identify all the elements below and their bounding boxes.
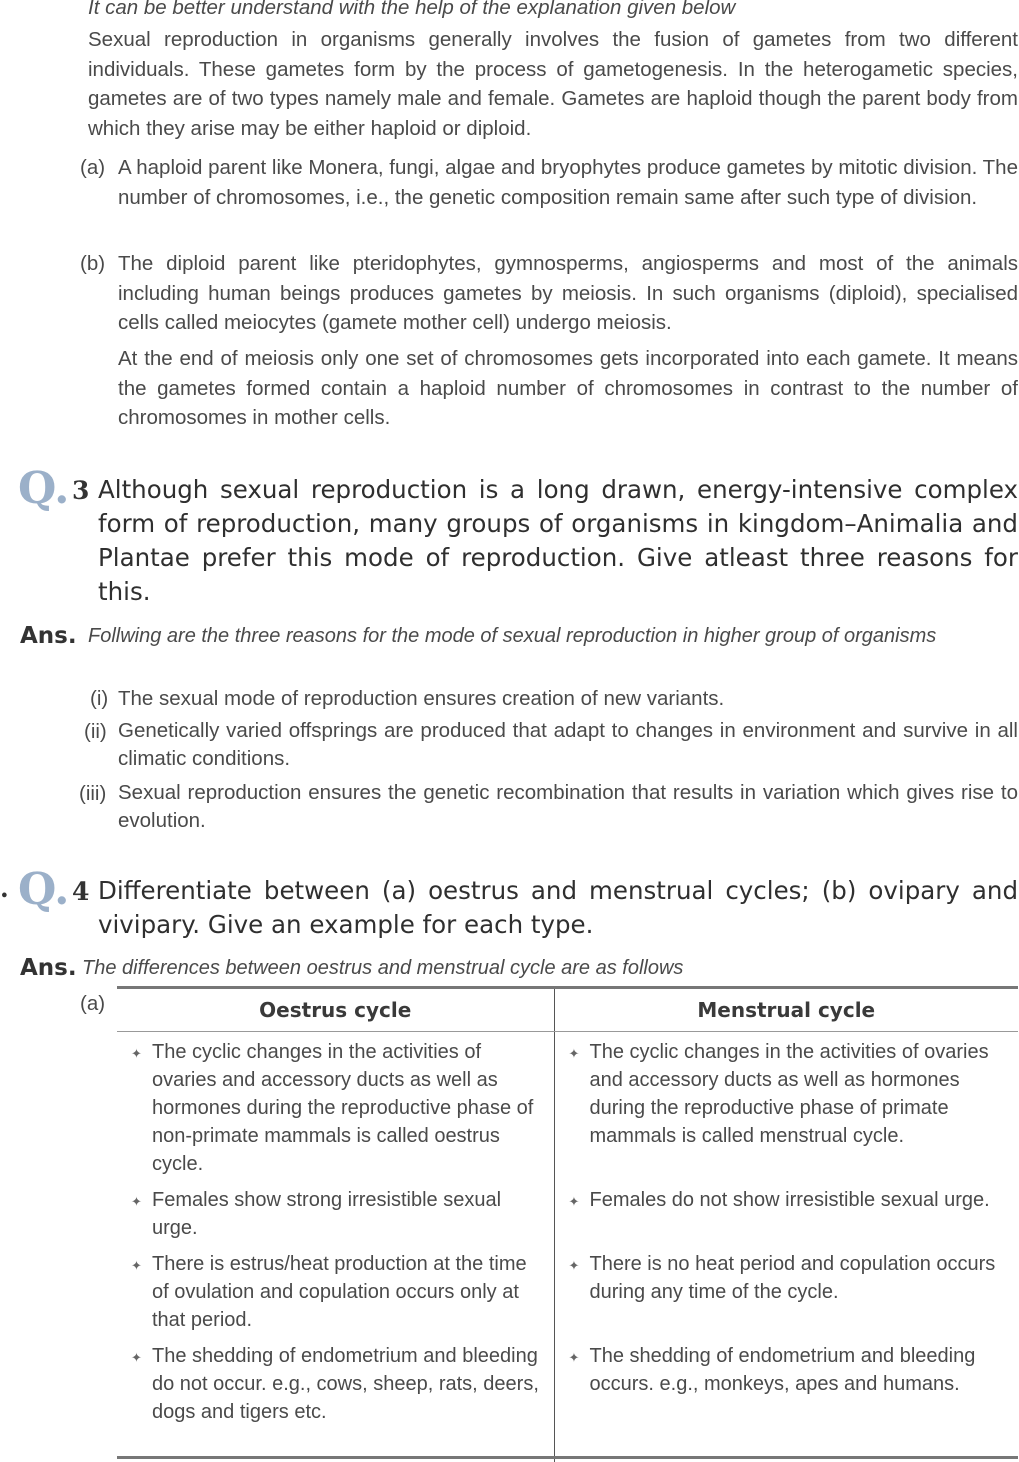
q4-ans-label: Ans. <box>20 955 77 981</box>
point-b-text: The diploid parent like pteridophytes, gymnosperms, angiosperms and most of the animals including human beings produces gametes by meiosis. In such organisms (diploid), specialised cells called meiocytes (gamete mother cell) undergo meiosis. <box>118 252 1018 334</box>
bullet-icon: ✦ <box>131 1350 142 1365</box>
q3-ans-label: Ans. <box>20 623 77 649</box>
bullet-icon: ✦ <box>131 1194 142 1209</box>
point-b-marker: (b) <box>80 252 106 275</box>
point-a-text: A haploid parent like Monera, fungi, algae and bryophytes produce gametes by mitotic division. The number of chromosomes, i.e., the genetic composition remain same after such type of division. <box>118 156 1018 209</box>
cell-text: There is estrus/heat production at the time of ovulation and copulation occurs only at that period. <box>152 1253 527 1331</box>
reason-1-text: The sexual mode of reproduction ensures creation of new variants. <box>118 687 725 710</box>
table-cell <box>554 1186 1018 1250</box>
cell-text: Females show strong irresistible sexual urge. <box>152 1189 502 1239</box>
header-menstrual: Menstrual cycle <box>554 988 1018 1032</box>
comparison-table <box>117 986 1018 1462</box>
reason-2-marker: (ii) <box>84 720 107 743</box>
table-cell <box>117 1186 554 1250</box>
cell-text: The cyclic changes in the activities of ovaries and accessory ducts as well as hormones during the reproductive phase of primate mammals is called menstrual cycle. <box>589 1041 989 1147</box>
cell-text: There is no heat period and copulation occurs during any time of the cycle. <box>589 1253 996 1303</box>
table-cell <box>554 1342 1018 1462</box>
bullet-icon: ✦ <box>568 1194 580 1209</box>
q4-number: 4 <box>72 877 90 906</box>
cell-text: Females do not show irresistible sexual urge. <box>589 1189 990 1211</box>
q3-letter: Q. <box>18 463 70 514</box>
q4-part-a-marker: (a) <box>80 992 106 1015</box>
reason-2-text: Genetically varied offsprings are produced that adapt to changes in environment and survive in all climatic conditions. <box>118 719 1018 770</box>
bullet-icon: ✦ <box>568 1046 580 1061</box>
q4-lead-dot: . <box>0 874 9 903</box>
intro-paragraph: Sexual reproduction in organisms generally involves the fusion of gametes from two different individuals. These gametes form by the process of gametogenesis. In the heterogametic species, gametes are of two types namely male and female. Gametes are haploid though the parent body from which they arise may be either haploid or diploid. <box>88 28 1018 140</box>
table-cell <box>117 1032 554 1187</box>
reason-3-text: Sexual reproduction ensures the genetic recombination that results in variation which gives rise to evolution. <box>118 781 1018 832</box>
table-cell <box>117 1342 554 1462</box>
table-row <box>117 1032 1018 1187</box>
cell-text: The shedding of endometrium and bleeding occurs. e.g., monkeys, apes and humans. <box>589 1345 976 1395</box>
table-cell <box>554 1032 1018 1187</box>
point-a-marker: (a) <box>80 156 106 179</box>
bullet-icon: ✦ <box>568 1258 580 1273</box>
table-cell <box>554 1250 1018 1342</box>
header-oestrus: Oestrus cycle <box>117 988 554 1032</box>
table-header-row <box>117 988 1018 1032</box>
bullet-icon: ✦ <box>131 1258 142 1273</box>
cell-text: The cyclic changes in the activities of ovaries and accessory ducts as well as hormones during the reproductive phase of non-primate mammals is called oestrus cycle. <box>152 1041 534 1175</box>
table-row <box>117 1186 1018 1250</box>
q3-number: 3 <box>72 476 90 505</box>
bullet-icon: ✦ <box>568 1350 580 1365</box>
cell-text: The shedding of endometrium and bleeding do not occur. e.g., cows, sheep, rats, deers, dogs and tigers etc. <box>152 1345 539 1423</box>
table-cell <box>117 1250 554 1342</box>
reason-1-marker: (i) <box>90 687 109 710</box>
table-row <box>117 1250 1018 1342</box>
q3-ans-intro: Follwing are the three reasons for the mode of sexual reproduction in higher group of organisms <box>88 625 937 647</box>
meiosis-paragraph: At the end of meiosis only one set of chromosomes gets incorporated into each gamete. It means the gametes formed contain a haploid number of chromosomes in contrast to the number of chromosomes in mother cells. <box>118 347 1018 429</box>
q4-ans-intro: The differences between oestrus and menstrual cycle are as follows <box>82 957 684 979</box>
reason-3-marker: (iii) <box>79 782 107 805</box>
q3-question: Although sexual reproduction is a long drawn, energy-intensive complex form of reproduction, many groups of organisms in kingdom–Animalia and Plantae prefer this mode of reproduction. Give atleast three reasons for this. <box>98 475 1018 606</box>
table-row <box>117 1342 1018 1462</box>
q4-letter: Q. <box>18 864 70 915</box>
q4-question: Differentiate between (a) oestrus and menstrual cycles; (b) ovipary and vivipary. Give an example for each type. <box>98 876 1018 939</box>
intro-line: It can be better understand with the help of the explanation given below <box>88 0 736 19</box>
bullet-icon: ✦ <box>131 1046 142 1061</box>
table-bottom-rule <box>117 1456 1018 1459</box>
